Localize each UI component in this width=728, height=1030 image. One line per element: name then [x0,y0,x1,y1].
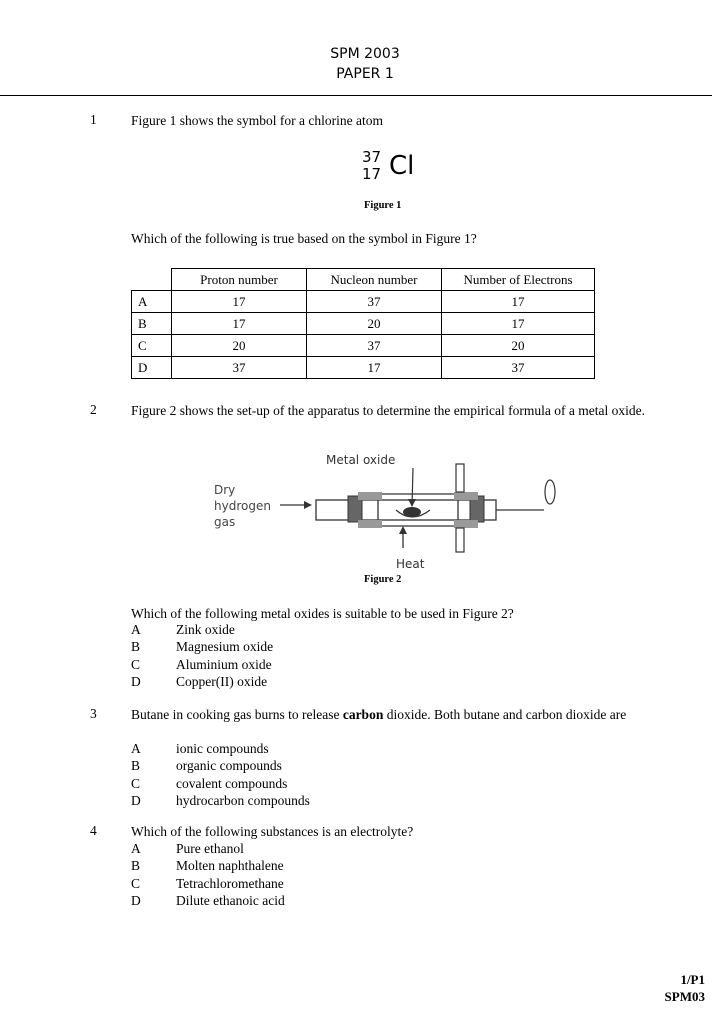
list-item [131,875,285,892]
list-item [131,840,285,857]
q4-options [131,840,285,910]
table-cell: 37 [172,357,307,379]
q1-answer-table [131,268,595,379]
footer-paper-code: SPM03 [664,989,705,1004]
list-item [131,892,285,909]
table-corner [132,269,172,291]
option-letter: C [131,656,141,672]
header-rule [0,95,712,96]
option-label: B [132,313,172,335]
option-text: organic compounds [176,758,282,774]
atomic-number: 17 [362,165,382,183]
q3-text [131,706,651,723]
option-letter: D [131,674,141,690]
label-heat: Heat [396,557,425,571]
table-cell: 17 [442,313,595,335]
option-letter: B [131,858,141,874]
table-header: Proton number [172,269,307,291]
table-header-row [132,269,595,291]
q2-number: 2 [90,402,97,417]
footer-code: 1/P1 [680,972,705,987]
list-item [131,757,310,774]
table-cell: 37 [307,291,442,313]
option-text: Tetrachloromethane [176,875,284,891]
element-symbol: Cl [389,151,415,181]
list-item [131,638,273,655]
list-item [131,857,285,874]
option-text: Copper(II) oxide [176,674,268,690]
option-letter: B [131,639,141,655]
option-text: Pure ethanol [176,841,244,856]
option-letter: B [131,758,141,774]
table-cell: 20 [442,335,595,357]
option-letter: A [131,841,141,856]
q1-number: 1 [90,112,97,127]
paper-title-number: PAPER 1 [336,66,394,82]
table-cell: 17 [307,357,442,379]
list-item [131,792,310,809]
apparatus-diagram [208,444,568,574]
option-letter: A [131,741,141,756]
mass-number: 37 [362,148,382,166]
table-cell: 20 [307,313,442,335]
q3-number: 3 [90,706,97,721]
table-header: Number of Electrons [442,269,595,291]
option-text: ionic compounds [176,741,269,756]
list-item [131,673,273,690]
figure-2-caption: Figure 2 [364,574,402,585]
option-letter: D [131,893,141,909]
list-item [131,775,310,792]
option-text: Molten naphthalene [176,858,284,874]
option-text: Magnesium oxide [176,639,274,655]
q1-text: Figure 1 shows the symbol for a chlorine atom [131,113,383,128]
table-row [132,335,595,357]
option-label: A [132,291,172,313]
q2-options [131,621,273,691]
list-item [131,621,273,638]
table-row [132,313,595,335]
figure-1-caption: Figure 1 [364,200,402,211]
table-cell: 20 [172,335,307,357]
option-letter: D [131,793,141,809]
option-text: Dilute ethanoic acid [176,893,285,909]
table-row [132,291,595,313]
option-letter: A [131,622,141,637]
option-text: hydrocarbon compounds [176,793,310,809]
option-text: Aluminium oxide [176,656,272,672]
label-gas: gas [214,515,236,529]
list-item [131,656,273,673]
table-header: Nucleon number [307,269,442,291]
table-cell: 17 [172,313,307,335]
option-letter: C [131,775,141,791]
label-hydrogen: hydrogen [214,499,271,513]
q2-text: Figure 2 shows the set-up of the apparatus to determine the empirical formula of a metal oxide. [131,403,645,418]
option-label: D [132,357,172,379]
option-label: C [132,335,172,357]
option-letter: C [131,875,141,891]
table-cell: 17 [442,291,595,313]
q2-question: Which of the following metal oxides is suitable to be used in Figure 2? [131,606,514,621]
q3-text-bold: carbon [342,707,384,722]
q1-question: Which of the following is true based on the symbol in Figure 1? [131,231,477,246]
list-item [131,740,310,757]
q3-text-before: Butane in cooking gas burns to release [131,707,343,722]
q4-number: 4 [90,823,97,838]
label-dry: Dry [214,483,236,497]
q3-options [131,740,310,810]
label-metal-oxide: Metal oxide [326,453,396,467]
q4-text: Which of the following substances is an electrolyte? [131,824,414,839]
q3-text-after: dioxide. Both butane and carbon dioxide are [383,707,627,722]
paper-title-year: SPM 2003 [330,46,400,62]
option-text: Zink oxide [176,622,235,637]
table-cell: 37 [442,357,595,379]
table-cell: 17 [172,291,307,313]
option-text: covalent compounds [176,775,288,791]
table-cell: 37 [307,335,442,357]
table-row [132,357,595,379]
